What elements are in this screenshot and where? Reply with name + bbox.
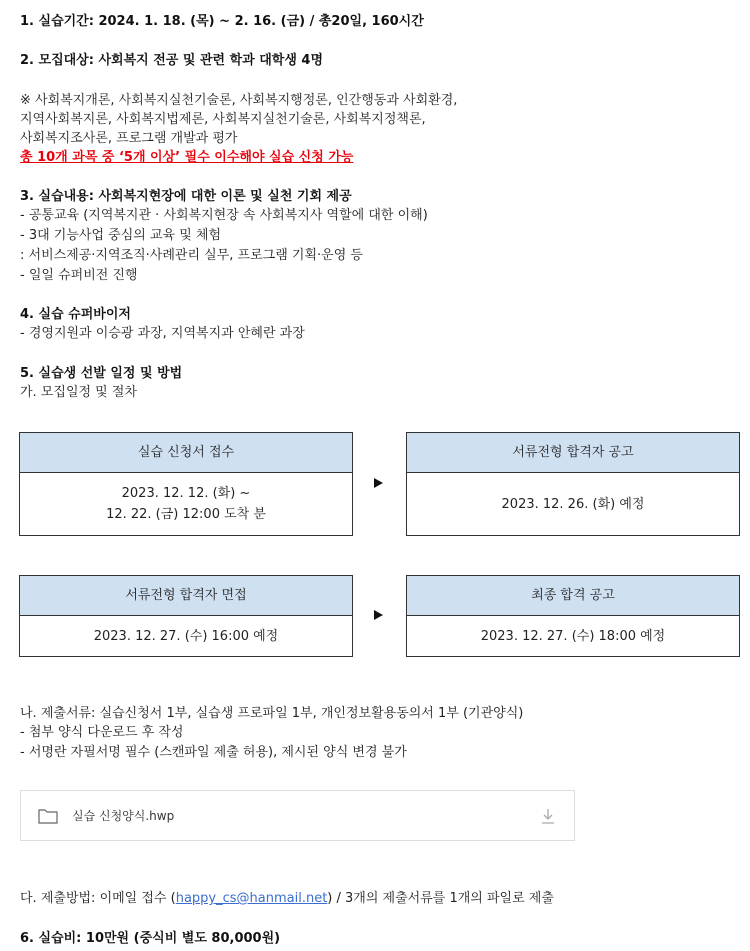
step-date: 2023. 12. 26. (화) 예정 [501,496,645,512]
content-item-3: : 서비스제공·지역조직·사례관리 실무, 프로그램 기획·운영 등 [20,248,363,263]
step-date: 2023. 12. 27. (수) 16:00 예정 [93,628,279,644]
selection-title: 5. 실습생 선발 일정 및 방법 [20,366,183,381]
step-title: 서류전형 합격자 공고 [407,433,739,473]
target-line: 2. 모집대상: 사회복지 전공 및 관련 학과 대학생 4명 [20,53,324,68]
supervisor-title: 4. 실습 슈퍼바이저 [20,307,131,322]
email-link[interactable]: happy_cs@hanmail.net [175,891,328,906]
step-box-apply [19,432,353,536]
arrow-right-icon [374,478,383,488]
arrow-right-icon [374,610,383,620]
content-title: 3. 실습내용: 사회복지현장에 대한 이론 및 실천 기회 제공 [20,189,352,204]
method-line [20,889,554,908]
method-prefix: 다. 제출방법: 이메일 접수 ( [20,891,176,906]
period-line: 1. 실습기간: 2024. 1. 18. (목) ~ 2. 16. (금) / 총20일, 160시간 [20,14,424,29]
docs-item-1: - 첨부 양식 다운로드 후 작성 [20,725,184,740]
attachment-file[interactable] [20,790,575,841]
step-date-detail: 12. 22. (금) 12:00 도착 분 [106,507,266,522]
step-box-interview [19,575,353,657]
step-title: 최종 합격 공고 [407,576,739,616]
download-icon[interactable] [540,808,556,825]
step-date: 2023. 12. 27. (수) 18:00 예정 [480,628,666,644]
step-title: 실습 신청서 접수 [20,433,352,473]
step-box-document-result [406,432,740,536]
supervisor-item: - 경영지원과 이승광 과장, 지역복지과 안혜란 과장 [20,326,305,341]
step-date: 2023. 12. 12. (화) ~ [121,486,251,501]
docs-item-2: - 서명란 자필서명 필수 (스캔파일 제출 허용), 제시된 양식 변경 불가 [20,745,407,760]
step-title: 서류전형 합격자 면접 [20,576,352,616]
selection-subtitle: 가. 모집일정 및 절차 [20,385,137,400]
cost-line: 6. 실습비: 10만원 (중식비 별도 80,000원) [20,931,281,946]
courses-line-1: ※ 사회복지개론, 사회복지실천기술론, 사회복지행정론, 인간행동과 사회환경, [20,93,458,108]
content-item-2: - 3대 기능사업 중심의 교육 및 체험 [20,228,222,243]
content-item-4: - 일일 슈퍼비전 진행 [20,268,138,283]
step-box-final-result [406,575,740,657]
folder-icon [38,808,58,824]
courses-line-2: 지역사회복지론, 사회복지법제론, 사회복지실천기술론, 사회복지정책론, [20,112,426,127]
content-item-1: - 공통교육 (지역복지관 · 사회복지현장 속 사회복지사 역할에 대한 이해) [20,208,428,223]
attachment-filename[interactable]: 실습 신청양식.hwp [72,809,175,823]
docs-title: 나. 제출서류: 실습신청서 1부, 실습생 프로파일 1부, 개인정보활용동의서 1부 (기관양식) [20,706,524,721]
method-suffix: ) / 3개의 제출서류를 1개의 파일로 제출 [327,891,554,906]
courses-line-3: 사회복지조사론, 프로그램 개발과 평가 [20,131,238,146]
courses-notice: 총 10개 과목 중 ‘5개 이상’ 필수 이수해야 실습 신청 가능 [20,150,354,165]
